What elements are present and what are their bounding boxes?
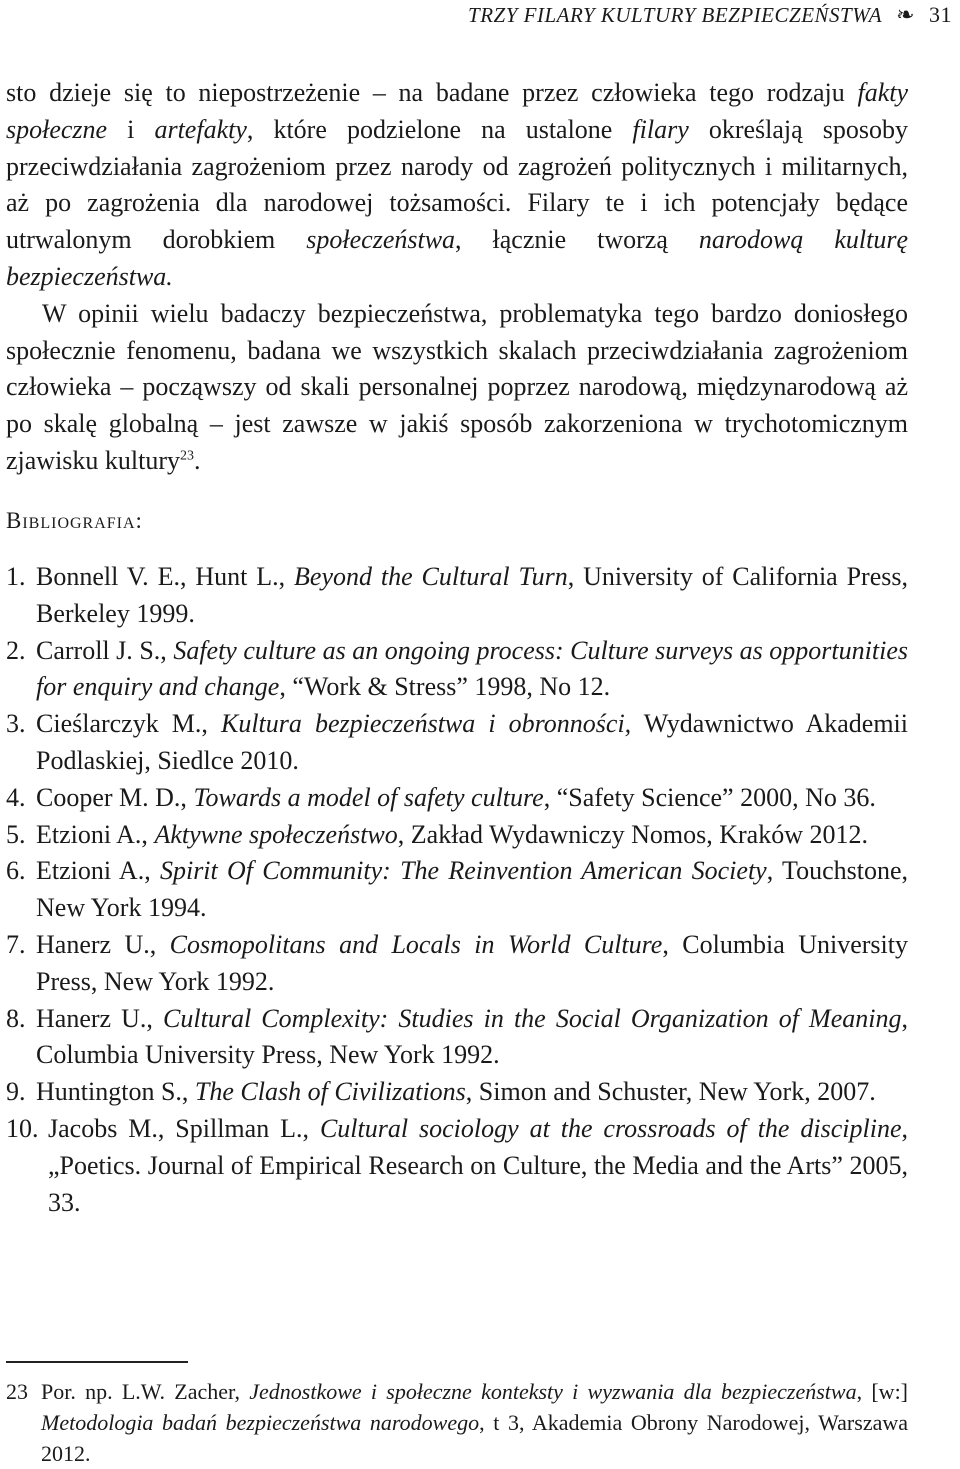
bibliography-entry: 10. Jacobs M., Spillman L., Cultural sociology at the crossroads of the discipline, „Poetics. Journal of Empirical Research on Culture, the Media and the Arts” 2005, 33. [6, 1111, 908, 1221]
entry-number: 8. [6, 1003, 26, 1033]
paragraph-2: W opinii wielu badaczy bezpieczeństwa, problematyka tego bardzo doniosłego społecznie fenomenu, badana we wszystkich skalach przeciwdziałania zagrożeniom człowieka – począwszy od skali personalnej poprzez narodową, międzynarodową aż po skalę globalną – jest zawsze w jakiś sposób zakorzeniona w trychotomicznym zjawisku kultury$^{23}$. [6, 298, 908, 475]
entry-number: 5. [6, 819, 26, 849]
entry-number: 2. [6, 635, 26, 665]
footnote-text: Por. np. L.W. Zacher, Jednostkowe i społeczne konteksty i wyzwania dla bezpieczeństwa, [w:] Metodologia badań bezpieczeństwa narodowego, t 3, Akademia Obrony Narodowej, Warszawa 2012. [41, 1379, 909, 1466]
bibliography-entry: 9. Huntington S., The Clash of Civilizations, Simon and Schuster, New York, 2007. [6, 1074, 908, 1111]
paragraph-1: sto dzieje się to niepostrzeżenie – na badane przez człowieka tego rodzaju fakty społeczne i artefakty, które podzielone na ustalone filary określają sposoby przeciwdziałania zagrożeniom przez narody od zagrożeń politycznych i militarnych, aż po zagrożenia dla narodowej tożsamości. Filary te i ich potencjały będące utrwalonym dorobkiem społeczeństwa, łącznie tworzą narodową kulturę bezpieczeństwa. [6, 78, 909, 291]
bibliography-entry: 2. Carroll J. S., Safety culture as an ongoing process: Culture surveys as opportunities for enquiry and change, “Work & Stress” 1998, No 12. [6, 633, 908, 707]
body-text [6, 75, 908, 480]
entry-number: 6. [6, 856, 26, 886]
bibliography-entry: 1. Bonnell V. E., Hunt L., Beyond the Cultural Turn, University of California Press, Berkeley 1999. [6, 559, 908, 633]
bibliography-entry: 7. Hanerz U., Cosmopolitans and Locals in World Culture, Columbia University Press, New York 1992. [6, 927, 908, 1001]
footnote-number: 23 [6, 1379, 28, 1404]
footnote-reference[interactable]: 23 [180, 448, 195, 464]
entry-number: 3. [6, 709, 26, 739]
bibliography-entry: 3. Cieślarczyk M., Kultura bezpieczeństwa i obronności, Wydawnictwo Akademii Podlaskiej, Siedlce 2010. [6, 706, 908, 780]
bibliography-entry: 5. Etzioni A., Aktywne społeczeństwo, Zakład Wydawniczy Nomos, Kraków 2012. [6, 817, 908, 854]
footnote [6, 1376, 908, 1469]
entry-number: 10. [6, 1113, 39, 1143]
fleuron-icon: ❧ [896, 2, 915, 27]
bibliography-list [6, 559, 908, 1221]
entry-number: 4. [6, 782, 26, 812]
running-title: TRZY FILARY KULTURY BEZPIECZEŃSTWA [468, 2, 883, 27]
entry-number: 9. [6, 1077, 26, 1107]
bibliography-entry: 8. Hanerz U., Cultural Complexity: Studies in the Social Organization of Meaning, Columbia University Press, New York 1992. [6, 1001, 908, 1075]
bibliography-entry: 4. Cooper M. D., Towards a model of safety culture, “Safety Science” 2000, No 36. [6, 780, 908, 817]
entry-number: 7. [6, 929, 26, 959]
entry-number: 1. [6, 562, 26, 591]
page-number: 31 [929, 2, 952, 27]
bibliography-heading: Bibliografia: [6, 508, 143, 533]
bibliography-entry: 6. Etzioni A., Spirit Of Community: The Reinvention American Society, Touchstone, New York 1994. [6, 853, 908, 927]
running-header [468, 2, 952, 28]
footnote-divider [6, 1361, 188, 1363]
